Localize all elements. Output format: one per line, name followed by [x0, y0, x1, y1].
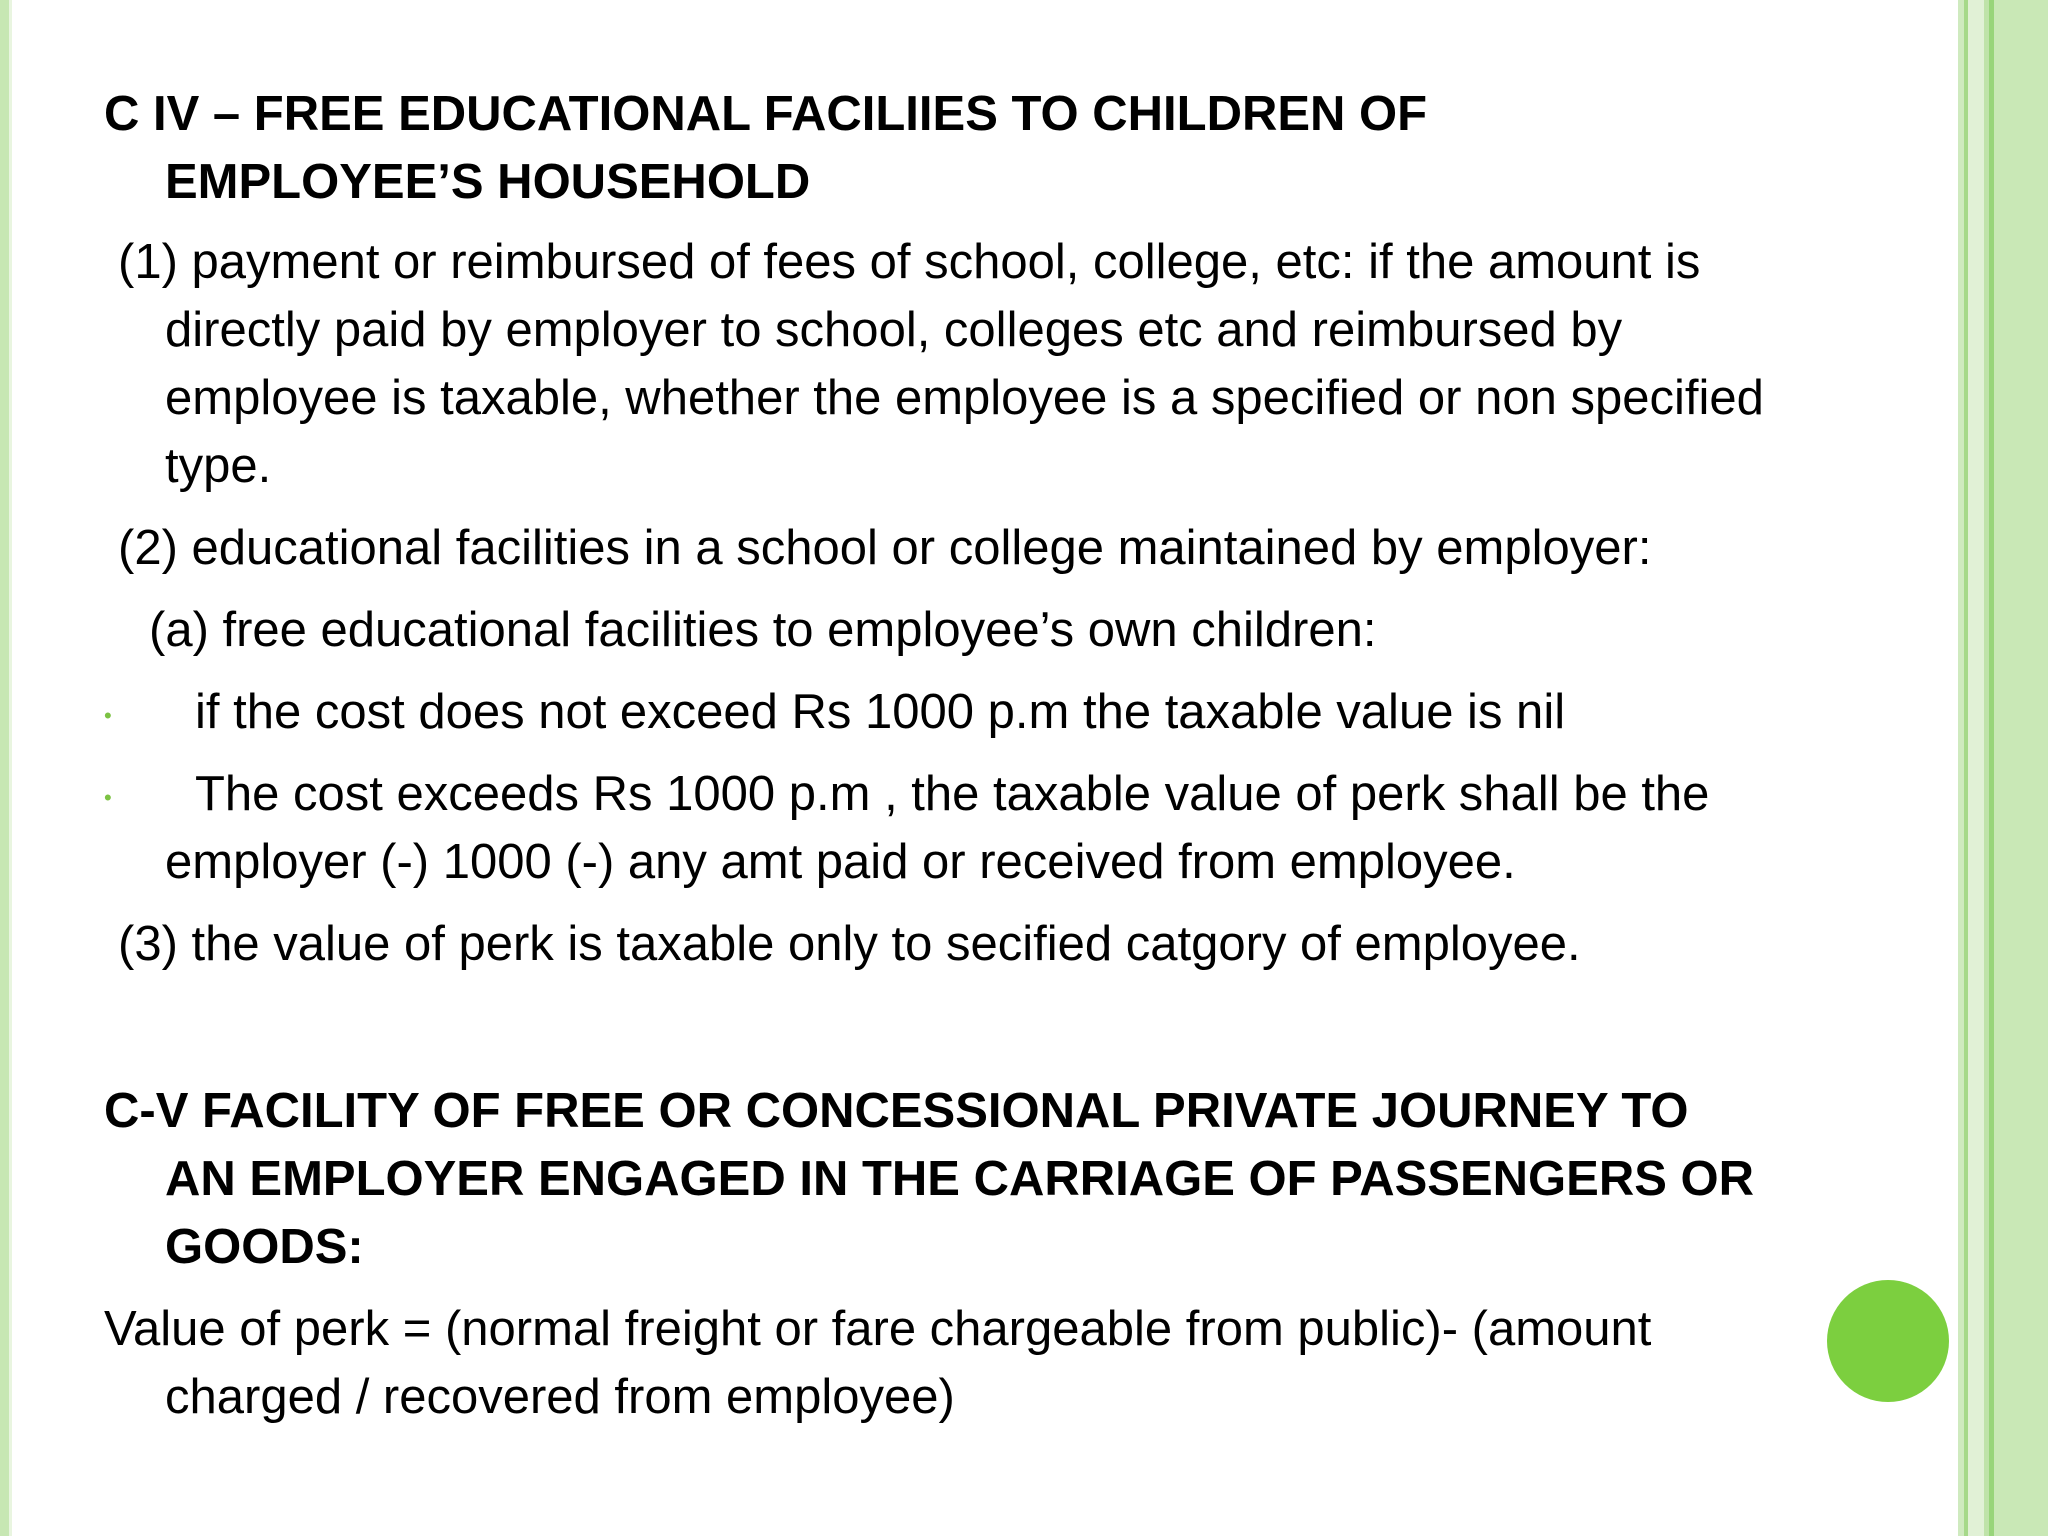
right-border-stripe-6 — [1994, 0, 2048, 1536]
left-border-stripe-inner — [9, 0, 12, 1536]
accent-circle — [1827, 1280, 1949, 1402]
bullet1: if the cost does not exceed Rs 1000 p.m the taxable value is nil — [195, 685, 1566, 739]
right-border-stripe-3 — [1968, 0, 1984, 1536]
heading-cv-line3: GOODS: — [165, 1220, 364, 1274]
point1-line4: type. — [165, 439, 272, 493]
formula-line2: charged / recovered from employee) — [165, 1370, 955, 1424]
point1-line1: (1) payment or reimbursed of fees of school, college, etc: if the amount is — [118, 235, 1701, 289]
formula-line1: Value of perk = (normal freight or fare chargeable from public)- (amount — [104, 1302, 1652, 1356]
heading-civ-line2: EMPLOYEE’S HOUSEHOLD — [165, 155, 811, 209]
point1-line3: employee is taxable, whether the employee is a specified or non specified — [165, 371, 1764, 425]
bullet-marker-1: • — [104, 703, 112, 728]
point2a: (a) free educational facilities to employee’s own children: — [149, 603, 1377, 657]
point2: (2) educational facilities in a school or college maintained by employer: — [118, 521, 1652, 575]
heading-civ-line1: C IV – FREE EDUCATIONAL FACILIIES TO CHILDREN OF — [104, 87, 1428, 141]
left-border-stripe — [0, 0, 9, 1536]
heading-cv-line2: AN EMPLOYER ENGAGED IN THE CARRIAGE OF PASSENGERS OR — [165, 1152, 1755, 1206]
point3: (3) the value of perk is taxable only to secified catgory of employee. — [118, 917, 1581, 971]
heading-cv-line1: C-V FACILITY OF FREE OR CONCESSIONAL PRIVATE JOURNEY TO — [104, 1084, 1689, 1138]
bullet2-line2: employer (-) 1000 (-) any amt paid or received from employee. — [165, 835, 1516, 889]
bullet-marker-2: • — [104, 785, 112, 810]
bullet2-line1: The cost exceeds Rs 1000 p.m , the taxable value of perk shall be the — [195, 767, 1710, 821]
point1-line2: directly paid by employer to school, colleges etc and reimbursed by — [165, 303, 1623, 357]
